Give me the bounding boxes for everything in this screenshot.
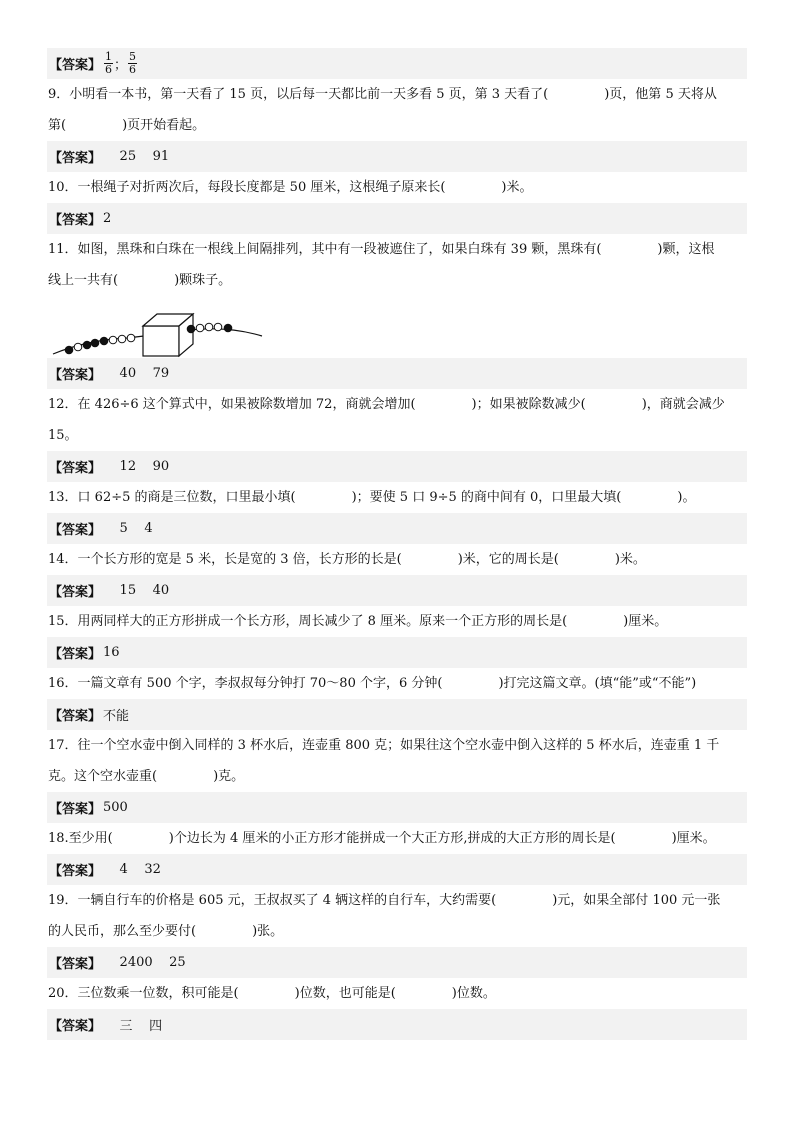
question-line (48, 916, 747, 947)
white-bead (74, 343, 82, 351)
question-q15 (47, 606, 747, 637)
question-text: )打完这篇文章。(填“能”或“不能”) (498, 676, 697, 691)
question-text: 第( (48, 118, 67, 133)
answer-value: 5 4 (103, 521, 153, 536)
question-text: 20．三位数乘一位数，积可能是( (48, 986, 239, 1001)
black-bead (224, 324, 232, 332)
question-q13 (47, 482, 747, 513)
question-text: 9．小明看一本书，第一天看了 15 页，以后每一天都比前一天多看 5 页，第 3 天看了( (48, 87, 549, 102)
question-q14 (47, 544, 747, 575)
answer-tag: 【答案】 (49, 461, 102, 476)
question-line (48, 823, 747, 854)
answer-row-q18 (47, 854, 747, 885)
question-q17 (47, 730, 747, 792)
answer-tag: 【答案】 (49, 368, 102, 383)
answer-row-q11 (47, 358, 747, 389)
answer-tag: 【答案】 (49, 864, 102, 879)
question-text: 的人民币，那么至少要付( (48, 924, 197, 939)
answer-row-q16 (47, 699, 747, 730)
answer-tag: 【答案】 (49, 523, 102, 538)
answer-tag: 【答案】 (49, 802, 102, 817)
white-bead (118, 335, 126, 343)
question-text: )颗，这根 (657, 242, 715, 257)
question-line (48, 885, 747, 916)
question-text: )颗珠子。 (174, 273, 232, 288)
question-text: )，商就会减少 (641, 397, 725, 412)
answer-row-q15 (47, 637, 747, 668)
question-text: )厘米。 (623, 614, 668, 629)
fraction-2 (128, 51, 137, 76)
question-text: )米，它的周长是( (457, 552, 559, 567)
fraction-2-denominator: 6 (129, 63, 137, 76)
question-line (48, 79, 747, 110)
fraction-1-denominator: 6 (105, 63, 113, 76)
answer-tag: 【答案】 (49, 213, 102, 228)
white-bead (205, 323, 213, 331)
question-text: 13．口 62÷5 的商是三位数，口里最小填( (48, 490, 296, 505)
question-text: 19．一辆自行车的价格是 605 元，王叔叔买了 4 辆这样的自行车，大约需要( (48, 893, 497, 908)
answer-value: 25 91 (103, 149, 170, 164)
question-text: )；如果被除数减少( (471, 397, 586, 412)
question-text: )米。 (614, 552, 646, 567)
question-q18 (47, 823, 747, 854)
answer-row-q10 (47, 203, 747, 234)
black-bead (91, 339, 99, 347)
white-bead (109, 336, 117, 344)
question-text: 15．用两同样大的正方形拼成一个长方形，周长减少了 8 厘米。原来一个正方形的周长是( (48, 614, 568, 629)
question-q19 (47, 885, 747, 947)
question-text: 15。 (48, 428, 78, 443)
black-bead (83, 341, 91, 349)
question-text: )元，如果全部付 100 元一张 (552, 893, 721, 908)
answer-row-q20 (47, 1009, 747, 1040)
answer-row-q17 (47, 792, 747, 823)
answer-row-q13 (47, 513, 747, 544)
question-line (48, 482, 747, 513)
question-text: )位数。 (451, 986, 496, 1001)
question-line (48, 172, 747, 203)
answer-value: 不能 (103, 709, 130, 724)
answer-value: 15 40 (103, 583, 170, 598)
question-line (48, 668, 747, 699)
question-q9 (47, 79, 747, 141)
beads-figure (47, 296, 747, 358)
question-line (48, 389, 747, 420)
question-text: 12．在 426÷6 这个算式中，如果被除数增加 72，商就会增加( (48, 397, 416, 412)
question-text: )位数，也可能是( (294, 986, 396, 1001)
answer-tag: 【答案】 (49, 585, 102, 600)
question-text: )个边长为 4 厘米的小正方形才能拼成一个大正方形,拼成的大正方形的周长是( (168, 831, 616, 846)
question-q20 (47, 978, 747, 1009)
answer-tag: 【答案】 (49, 957, 102, 972)
answer-value: 2 (103, 211, 112, 226)
question-text: 线上一共有( (48, 273, 119, 288)
question-text: 10．一根绳子对折两次后，每段长度都是 50 厘米，这根绳子原来长( (48, 180, 446, 195)
answer-tag: 【答案】 (49, 709, 102, 724)
question-text: 14．一个长方形的宽是 5 米，长是宽的 3 倍，长方形的长是( (48, 552, 402, 567)
answer-row-q9 (47, 141, 747, 172)
answer-value: 40 79 (103, 366, 170, 381)
black-bead (65, 346, 73, 354)
question-text: )页，他第 5 天将从 (604, 87, 717, 102)
worksheet-page (47, 48, 747, 1040)
question-q11 (47, 234, 747, 296)
fraction-1 (104, 51, 113, 76)
answer-value: 16 (103, 645, 120, 660)
white-bead (127, 334, 135, 342)
question-text: )；要使 5 口 9÷5 的商中间有 0，口里最大填( (351, 490, 622, 505)
answer-tag: 【答案】 (49, 1019, 102, 1034)
question-line (48, 978, 747, 1009)
question-text: )。 (677, 490, 696, 505)
question-text: 克。这个空水壶重( (48, 769, 158, 784)
answer-value: 4 32 (103, 862, 161, 877)
beads-illustration (47, 296, 277, 358)
question-text: )张。 (252, 924, 284, 939)
question-text: 18.至少用( (48, 831, 113, 846)
question-q16 (47, 668, 747, 699)
question-line (48, 730, 747, 761)
white-bead (196, 324, 204, 332)
answer-row-q14 (47, 575, 747, 606)
cube-front (143, 326, 179, 356)
answer-tag: 【答案】 (49, 647, 102, 662)
answer-tag: 【答案】 (49, 151, 102, 166)
question-text: )页开始看起。 (122, 118, 206, 133)
black-bead (187, 325, 195, 333)
question-list (47, 79, 747, 1040)
question-text: )厘米。 (671, 831, 716, 846)
answer-value: 2400 25 (103, 955, 186, 970)
question-line (48, 110, 747, 141)
question-text: )克。 (213, 769, 245, 784)
question-line (48, 265, 747, 296)
fraction-1-numerator: 1 (105, 50, 113, 63)
question-text: 16．一篇文章有 500 个字，李叔叔每分钟打 70～80 个字，6 分钟( (48, 676, 443, 691)
question-line (48, 234, 747, 265)
answer-row-q12 (47, 451, 747, 482)
question-text: 17．往一个空水壶中倒入同样的 3 杯水后，连壶重 800 克；如果往这个空水壶中倒入这样的 5 杯水后，连壶重 1 千 (48, 738, 720, 753)
answer-tag: 【答案】 (49, 58, 102, 73)
question-text: 11．如图，黑珠和白珠在一根线上间隔排列，其中有一段被遮住了，如果白珠有 39 颗，黑珠有( (48, 242, 602, 257)
white-bead (214, 323, 222, 331)
question-line (48, 544, 747, 575)
answer-value: 500 (103, 800, 128, 815)
black-bead (100, 337, 108, 345)
question-line (48, 761, 747, 792)
answer-row-q8 (47, 48, 747, 79)
question-line (48, 606, 747, 637)
question-line (48, 420, 747, 451)
fraction-separator: ； (114, 58, 128, 73)
answer-value: 12 90 (103, 459, 170, 474)
question-text: )米。 (501, 180, 533, 195)
fraction-2-numerator: 5 (129, 50, 137, 63)
answer-value: 三 四 (103, 1019, 163, 1034)
answer-row-q19 (47, 947, 747, 978)
question-q10 (47, 172, 747, 203)
question-q12 (47, 389, 747, 451)
